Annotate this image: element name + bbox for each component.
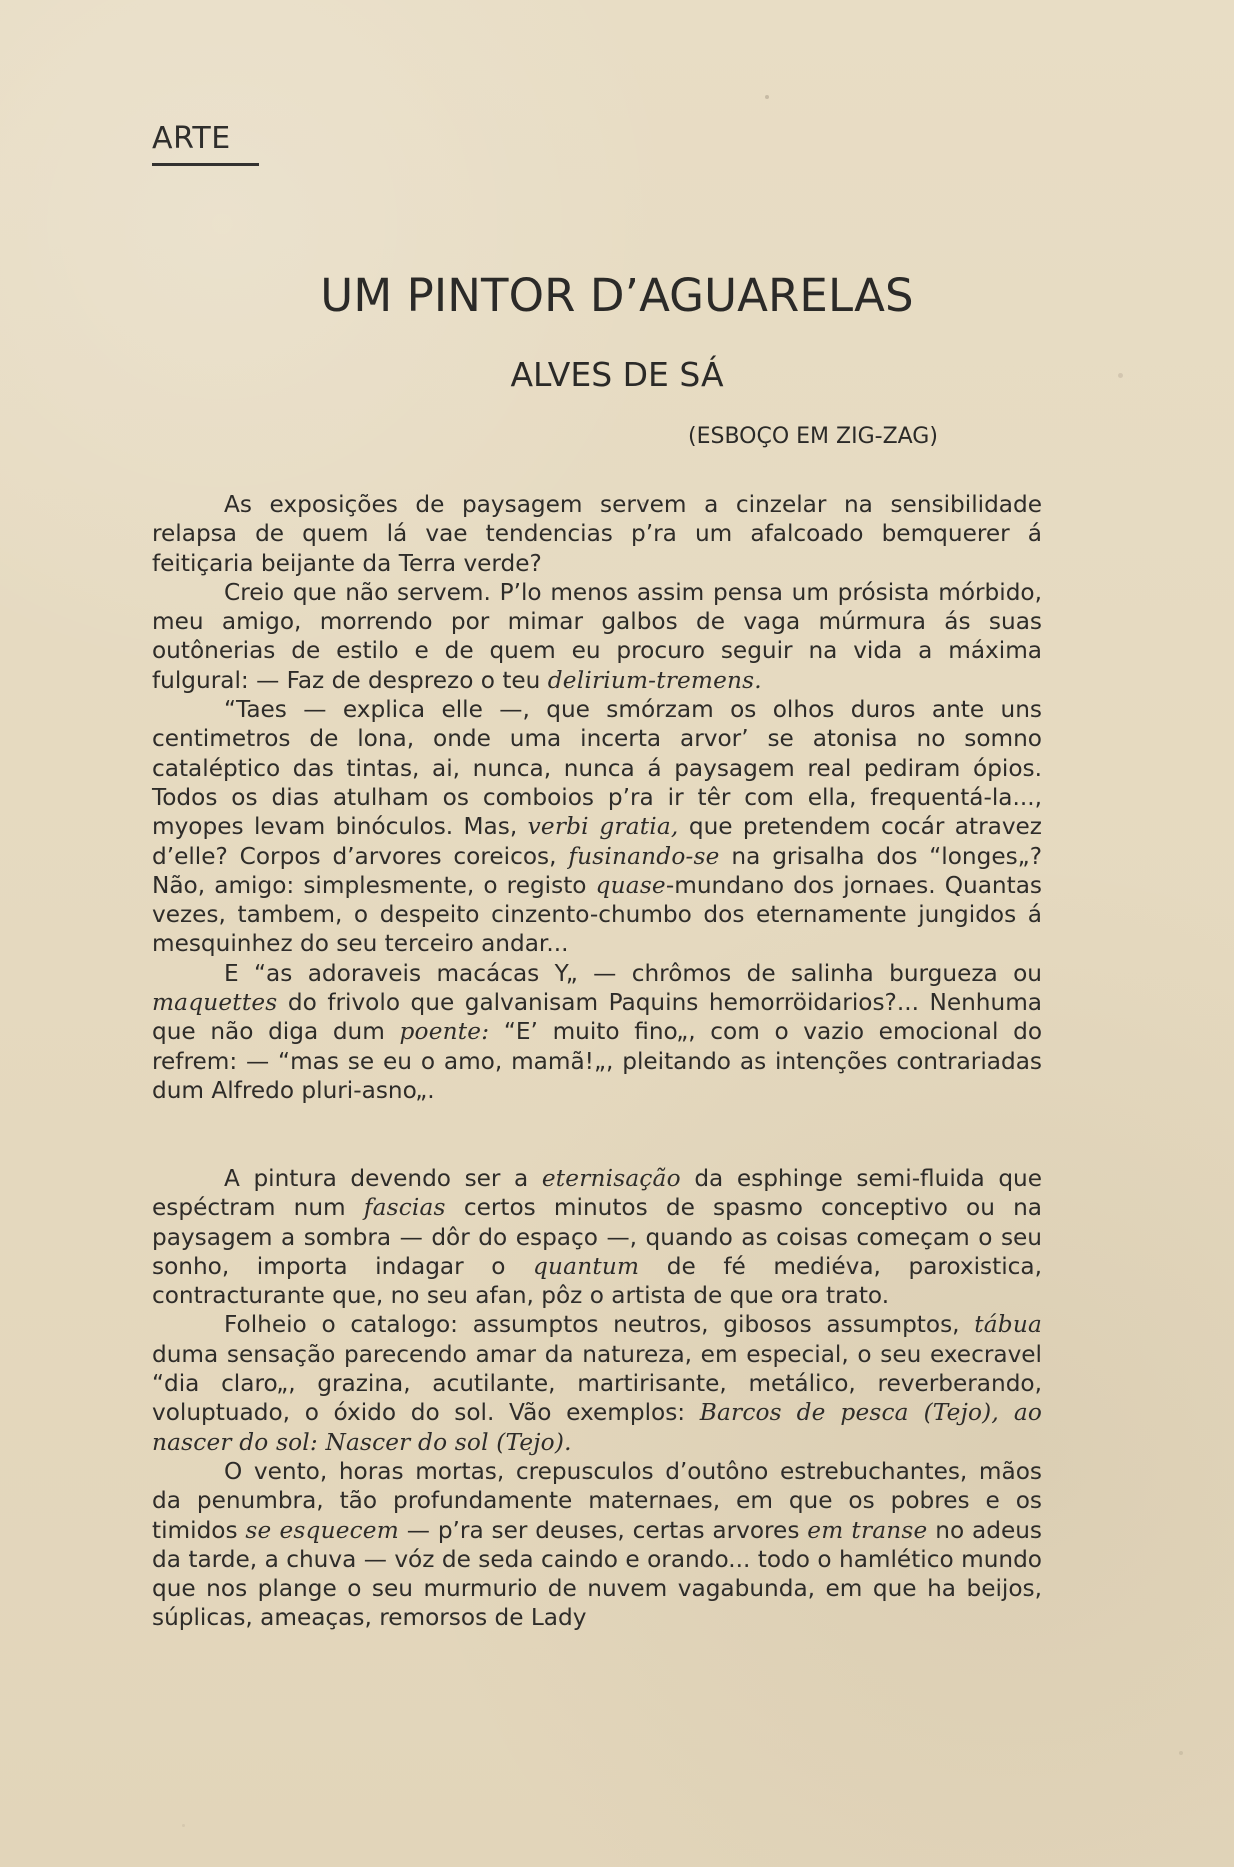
article-body-part-1 [152,490,1042,1105]
paragraph-text: “Taes — explica elle —, que smórzam os olhos duros ante uns centimetros de lona, onde uma incerta arvor’ se atonisa no somno cataléptico das tintas, ai, nunca, nunca á paysagem real pediram ópios. Todos os dias atulham os comboios p’ra ir têr com ella, frequentá-la..., myopes levam binóculos. Mas, [152,696,1042,841]
italic-text: delirium-tremens. [547,666,762,694]
italic-text: tábua [974,1311,1042,1339]
paragraph-3 [152,695,1042,959]
paragraph-text: As exposições de paysagem servem a cinzelar na sensibilidade relapsa de quem lá vae tendencias p’ra um afalcoado bemquerer á feitiçaria beijante da Terra verde? [152,491,1042,577]
paragraph-1 [152,490,1042,578]
article-body-part-2 [152,1164,1042,1633]
italic-text: poente: [399,1018,490,1046]
paragraph-text: do frivolo que galvanisam Paquins hemorröidarios?... Nenhuma que não diga dum [152,989,1042,1046]
italic-text: em transe [807,1516,928,1544]
paper-speck [765,95,769,99]
italic-text: quantum [533,1252,640,1280]
paragraph-text: no adeus da tarde, a chuva — vóz de seda caindo e orando... todo o hamlético mundo que nos plange o seu murmurio de nuvem vagabunda, em que ha beijos, súplicas, ameaças, remorsos de Lady [152,1516,1042,1632]
paper-speck [1179,1751,1183,1755]
paragraph-text: — p’ra ser deuses, certas arvores [398,1516,808,1544]
section-underline [152,163,259,166]
italic-text: fusinando-se [568,842,720,870]
page-subtitle: ALVES DE SÁ [510,355,724,394]
paragraph-2 [152,578,1042,695]
paragraph-text: A pintura devendo ser a [224,1165,542,1192]
paragraph-7 [152,1457,1042,1633]
paragraph-text: O vento, horas mortas, crepusculos d’outôno estrebuchantes, mãos da penumbra, tão profundamente maternaes, em que os pobres e os timidos [152,1457,1042,1544]
italic-text: verbi gratia, [527,813,679,841]
paragraph-text: na grisalha dos “longes„? Não, amigo: simplesmente, o registo [152,842,1042,899]
italic-text: quase [595,871,666,899]
paragraph-text: de fé mediéva, paroxistica, contracturante que, no seu afan, pôz o artista de que ora trato. [152,1252,1043,1310]
paragraph-text: “E’ muito fino„, com o vazio emocional do refrem: — “mas se eu o amo, mamã!„, pleitando as intenções contrariadas dum Alfredo pluri-asno„. [152,1018,1042,1104]
paragraph-text: E “as adoraveis macácas Y„ — chrômos de salinha burgueza ou [224,959,1042,987]
paper-speck [182,1824,185,1827]
paragraph-6 [152,1310,1042,1456]
page-tagline: (ESBOÇO EM ZIG-ZAG) [688,424,938,449]
paragraph-text: Folheio o catalogo: assumptos neutros, gibosos assumptos, [224,1311,975,1339]
paragraph-4 [152,959,1042,1105]
paragraph-text: duma sensação parecendo amar da natureza, em especial, o seu execravel “dia claro„, grazina, acutilante, martirisante, metálico, reverberando, voluptuado, o óxido do sol. Vão exemplos: [152,1340,1042,1427]
italic-text: eternisação [541,1165,681,1192]
italic-text: se esquecem [245,1516,399,1544]
paragraph-text: Creio que não servem. P’lo menos assim pensa um prósista mórbido, meu amigo, morrendo por mimar galbos de vaga múrmura ás suas outônerias de estilo e de quem eu procuro seguir na vida a máxima fulgural: — Faz de desprezo o teu [152,578,1042,694]
paragraph-text: certos minutos de spasmo conceptivo ou na paysagem a sombra — dôr do espaço —, quando as coisas começam o seu sonho, importa indagar o [152,1194,1042,1280]
italic-text: fascias [363,1194,446,1222]
italic-text: Barcos de pesca (Tejo), ao nascer do sol: Nascer do sol (Tejo). [152,1399,1043,1456]
paragraph-text: que pretendem cocár atravez d’elle? Corpos d’arvores coreicos, [152,813,1042,870]
paragraph-text: da esphinge semi-fluida que espéctram num [152,1165,1042,1222]
paragraph-5 [152,1164,1042,1310]
section-label: ARTE [152,121,231,156]
paragraph-text: -mundano dos jornaes. Quantas vezes, tambem, o despeito cinzento-chumbo dos eternamente jungidos á mesquinhez do seu terceiro andar... [152,871,1043,958]
italic-text: maquettes [152,989,278,1017]
page-title: UM PINTOR D’AGUARELAS [320,269,914,322]
